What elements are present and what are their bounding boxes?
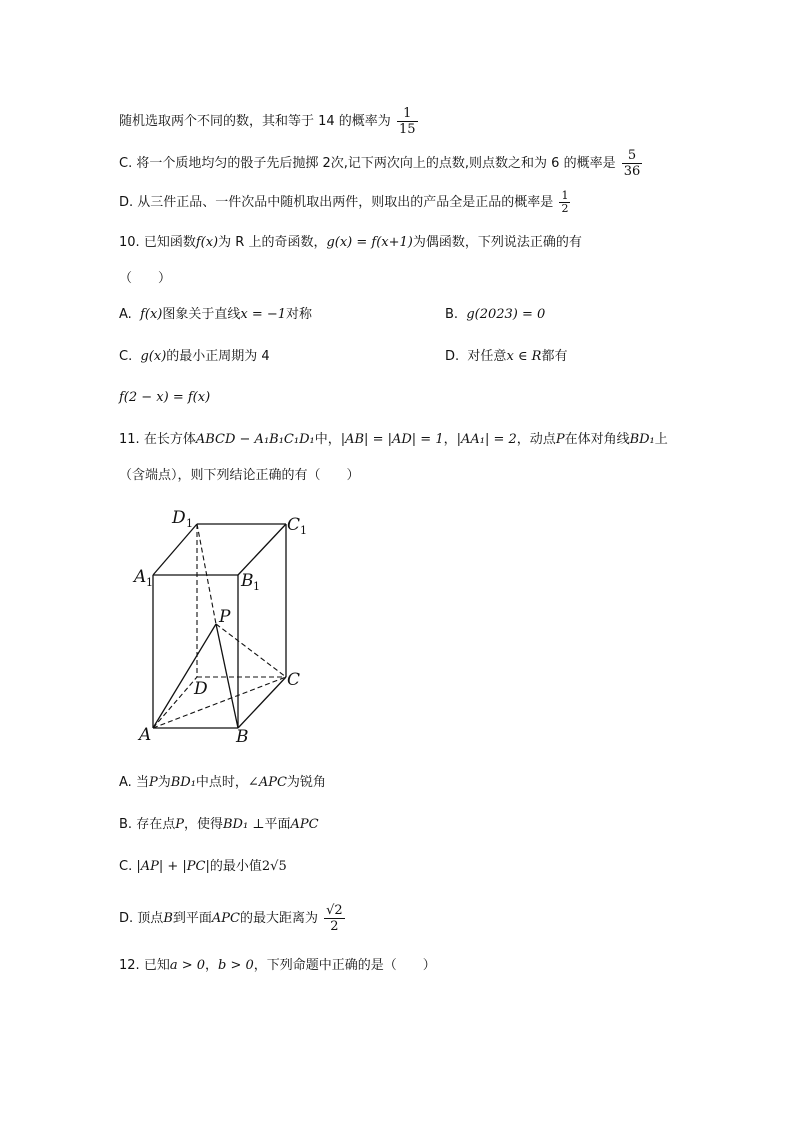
- segment-ac: [153, 677, 286, 728]
- q10-option-c: C. g(x)的最小正周期为 4: [119, 349, 270, 364]
- segment-ap: [153, 624, 216, 728]
- label-c: C: [287, 670, 301, 690]
- q11-option-b: B. 存在点P，使得BD₁ ⊥平面APC: [119, 817, 319, 832]
- q10-answer-paren: （ ）: [119, 271, 172, 286]
- option-b-continuation: 随机选取两个不同的数，其和等于 14 的概率为 $\frac{1}{15}$: [119, 106, 416, 137]
- q11-option-a: A. 当P为BD₁中点时，∠APC为锐角: [119, 775, 326, 790]
- svg-text:1: 1: [253, 580, 260, 593]
- q12-stem: 12. 已知a > 0，b > 0，下列命题中正确的是（ ）: [119, 958, 436, 973]
- fraction-1-15: $\frac{1}{15}$: [398, 106, 416, 137]
- label-a1: A: [134, 567, 147, 587]
- q9-option-c: C. 将一个质地均匀的骰子先后抛掷 2次,记下两次向上的点数,则点数之和为 6 的概率是 $\frac{5}{36}$: [119, 148, 641, 179]
- svg-text:1: 1: [146, 576, 153, 589]
- segment-bp: [216, 624, 238, 728]
- label-b1: B: [241, 571, 254, 591]
- q11-option-d: D. 顶点B到平面APC的最大距离为 $\frac{√2}{2}$: [119, 903, 343, 934]
- edge-a1d1: [153, 524, 197, 575]
- segment-d1p: [197, 524, 216, 624]
- q10-option-d: D. 对任意x ∈ R都有: [445, 349, 568, 364]
- q11-option-c: C. |AP| + |PC|的最小值2√5: [119, 859, 287, 874]
- fraction-1-2: $\frac{1}{2}$: [561, 189, 569, 215]
- label-a: A: [139, 725, 152, 745]
- label-p: P: [219, 607, 231, 627]
- cuboid-figure: [120, 500, 320, 750]
- q9-option-d: D. 从三件正品、一件次品中随机取出两件，则取出的产品全是正品的概率是 $\frac{1}{2}$: [119, 189, 569, 215]
- edge-b1c1: [238, 524, 286, 575]
- label-d: D: [194, 679, 208, 699]
- q11-stem: 11. 在长方体ABCD − A₁B₁C₁D₁中，|AB| = |AD| = 1，|AA₁| = 2，动点P在体对角线BD₁上: [119, 432, 668, 447]
- label-c1: C: [287, 515, 301, 535]
- fraction-5-36: $\frac{5}{36}$: [623, 148, 641, 179]
- q10-option-d-formula: f(2 − x) = f(x): [119, 390, 211, 405]
- svg-text:1: 1: [186, 517, 193, 530]
- q10-option-b: B. g(2023) = 0: [445, 307, 546, 322]
- svg-text:1: 1: [300, 524, 307, 537]
- q10-option-a: A. f(x)图象关于直线x = −1对称: [119, 307, 313, 322]
- label-b: B: [236, 727, 249, 747]
- segment-pc: [216, 624, 286, 677]
- fraction-sqrt2-2: $\frac{√2}{2}$: [326, 903, 343, 934]
- edge-ad-hidden: [153, 677, 197, 728]
- edge-bc: [238, 677, 286, 728]
- q10-stem: 10. 已知函数f(x)为 R 上的奇函数，g(x) = f(x+1)为偶函数，下列说法正确的有: [119, 235, 582, 250]
- q11-stem-line2: （含端点），则下列结论正确的有（ ）: [119, 468, 360, 483]
- label-d1: D: [172, 508, 186, 528]
